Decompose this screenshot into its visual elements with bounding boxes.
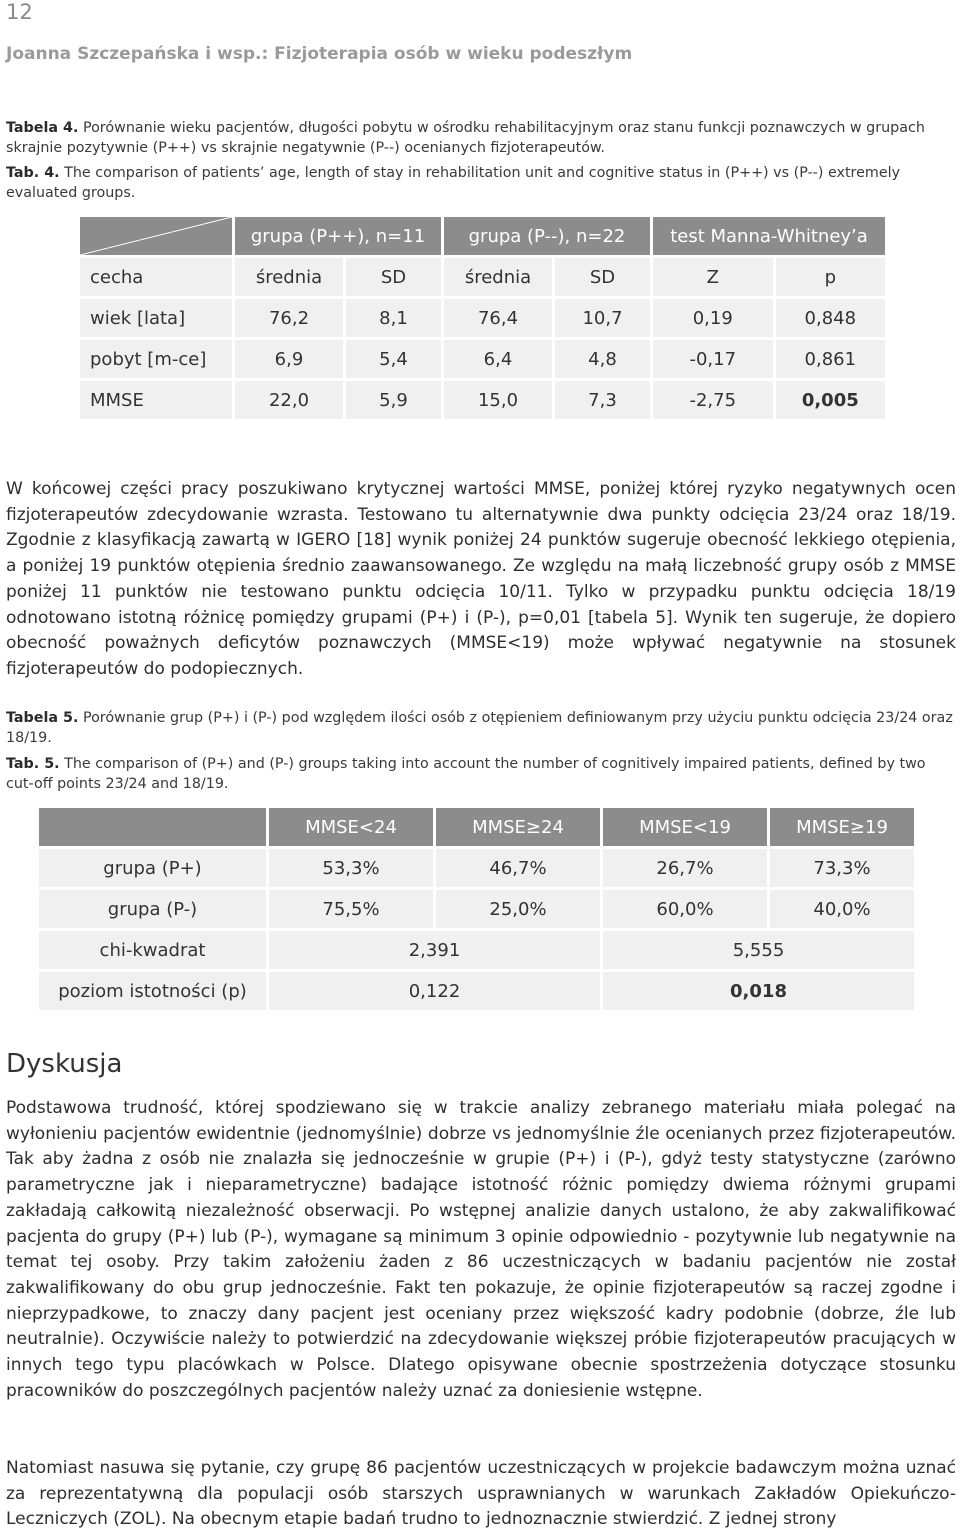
table4-cell: 0,861 — [776, 340, 885, 378]
table4-column-header: cecha — [80, 258, 232, 296]
table5-column-header: MMSE<24 — [269, 808, 433, 846]
table4-cell: 15,0 — [444, 381, 552, 419]
table5-column-header: MMSE≥19 — [770, 808, 914, 846]
table5-caption-pl — [6, 708, 956, 748]
table4-cell: -2,75 — [653, 381, 773, 419]
table4-column-header: p — [776, 258, 885, 296]
table5-cell: 75,5% — [269, 890, 433, 928]
table-row — [39, 849, 914, 887]
table4-cell: pobyt [m-ce] — [80, 340, 232, 378]
table5-cell: 40,0% — [770, 890, 914, 928]
table4-cell: 6,4 — [444, 340, 552, 378]
table5-cell: 46,7% — [436, 849, 600, 887]
table5-caption-en-label: Tab. 5. — [6, 756, 60, 772]
paragraph-discussion-continued: Natomiast nasuwa się pytanie, czy grupę 86 pacjentów uczestniczących w projekcie badawczym można uznać za reprezentatywną dla populacji osób starszych usprawnianych w warunkach Zakładów Opiekuńczo-Leczniczych (ZOL). Na obecnym etapie badań trudno to jednoznacznie stwierdzić. Z jednej strony — [6, 1458, 956, 1530]
table4-group-header: grupa (P--), n=22 — [444, 217, 650, 255]
table4-group-header-row — [80, 217, 885, 255]
table5-cell: 0,122 — [269, 972, 600, 1010]
paragraph-results: W końcowej części pracy poszukiwano krytycznej wartości MMSE, poniżej której ryzyko negatywnych ocen fizjoterapeutów zdecydowanie wzrasta. Testowano tu alternatywnie dwa punkty odcięcia 23/24 oraz 18/19. Zgodnie z klasyfikacją zawartą w IGERO [18] wynik poniżej 24 punktów sugeruje obecność lekkiego otępienia, a poniżej 19 punktów otępienia średnio zaawansowanego. Ze względu na małą liczebność grupy osób z MMSE poniżej 11 punktów nie testowano punktu odcięcia 10/11. Tylko w przypadku punktu odcięcia 18/19 odnotowano istotną różnicę pomiędzy grupami (P+) i (P-), p=0,01 [tabela 5]. Wynik ten sugeruje, że dopiero obecność poważnych deficytów poznawczych (MMSE<19) może wpływać negatywnie na stosunek fizjoterapeutów do podopiecznych. — [6, 479, 956, 679]
table4-group-header: grupa (P++), n=11 — [235, 217, 441, 255]
table5-caption-en — [6, 754, 956, 794]
page-number: 12 — [6, 0, 33, 24]
table4-column-header: Z — [653, 258, 773, 296]
table-row — [39, 972, 914, 1010]
table4-caption-pl — [6, 118, 956, 158]
table-row — [80, 340, 885, 378]
table4-cell: -0,17 — [653, 340, 773, 378]
table4-cell: 0,19 — [653, 299, 773, 337]
table-row — [80, 299, 885, 337]
table5-row-label: grupa (P+) — [39, 849, 266, 887]
table4-cell: 6,9 — [235, 340, 343, 378]
table4-cell: 76,2 — [235, 299, 343, 337]
table4-caption-pl-text: Porównanie wieku pacjentów, długości pobytu w ośrodku rehabilitacyjnym oraz stanu funkcji poznawczych w grupach skrajnie pozytywnie (P++) vs skrajnie negatywnie (P--) ocenianych fizjoterapeutów. — [6, 120, 925, 156]
section-heading: Dyskusja — [6, 1049, 123, 1079]
table4-corner-cell — [80, 217, 232, 255]
table4 — [77, 214, 888, 422]
table5-caption-pl-label: Tabela 5. — [6, 710, 79, 726]
table4-cell: MMSE — [80, 381, 232, 419]
table5-cell: 60,0% — [603, 890, 767, 928]
table5-row-label: poziom istotności (p) — [39, 972, 266, 1010]
table5-cell: 5,555 — [603, 931, 914, 969]
table4-column-header-row — [80, 258, 885, 296]
diagonal-line-icon — [80, 217, 232, 255]
table5-cell: 73,3% — [770, 849, 914, 887]
table4-cell: 5,4 — [346, 340, 441, 378]
table-row — [39, 931, 914, 969]
table5-row-label: chi-kwadrat — [39, 931, 266, 969]
table4-cell: 10,7 — [555, 299, 650, 337]
table4-cell: 5,9 — [346, 381, 441, 419]
table4-column-header: SD — [346, 258, 441, 296]
running-header: Joanna Szczepańska i wsp.: Fizjoterapia osób w wieku podeszłym — [6, 44, 633, 64]
table4-column-header: średnia — [444, 258, 552, 296]
table5-header-row — [39, 808, 914, 846]
table5-cell: 26,7% — [603, 849, 767, 887]
table4-cell: 76,4 — [444, 299, 552, 337]
table5-caption-pl-text: Porównanie grup (P+) i (P-) pod względem ilości osób z otępieniem definiowanym przy użyciu punktu odcięcia 23/24 oraz 18/19. — [6, 710, 953, 746]
table4-caption-pl-label: Tabela 4. — [6, 120, 79, 136]
table4-cell: wiek [lata] — [80, 299, 232, 337]
table-row — [80, 381, 885, 419]
table-row — [39, 890, 914, 928]
table5-cell: 2,391 — [269, 931, 600, 969]
paragraph-discussion: Podstawowa trudność, której spodziewano się w trakcie analizy zebranego materiału miała polegać na wyłonieniu pacjentów ewidentnie (jednomyślnie) dobrze vs jednomyślnie źle ocenianych przez fizjoterapeutów. Tak aby żadna z osób nie znalazła się jednocześnie w grupie (P+) i (P-), gdyż testy statystyczne (zarówno parametryczne jak i nieparametryczne) badające istotność różnic pomiędzy dwiema różnymi grupami zakładają całkowitą niezależność obserwacji. Po wstępnej analizie danych ustalono, że aby zakwalifikować pacjenta do grupy (P+) lub (P-), wymagane są minimum 3 opinie odpowiednio - pozytywnie lub negatywnie na temat tej osoby. Przy takim założeniu żaden z 86 uczestniczących w badaniu pacjentów nie został zakwalifikowany do obu grup jednocześnie. Fakt ten pokazuje, że opinie fizjoterapeutów są raczej zgodne i nieprzypadkowe, to znaczy dany pacjent jest oceniany przez większość kadry podobnie (dobrze, źle lub neutralnie). Oczywiście należy to potwierdzić na zdecydowanie większej próbie fizjoterapeutów pracujących w innych tego typu placówkach w Polsce. Dlatego opisywane obecnie spostrzeżenia dotyczące stosunku pracowników do poszczególnych pacjentów należy uznać za doniesienie wstępne. — [6, 1098, 956, 1401]
table5-column-header: MMSE<19 — [603, 808, 767, 846]
table5-caption-en-text: The comparison of (P+) and (P-) groups taking into account the number of cognitively impaired patients, defined by two cut-off points 23/24 and 18/19. — [6, 756, 926, 792]
table5-column-header: MMSE≥24 — [436, 808, 600, 846]
table4-cell-significant: 0,005 — [776, 381, 885, 419]
table4-cell: 0,848 — [776, 299, 885, 337]
table4-cell: 8,1 — [346, 299, 441, 337]
table4-column-header: SD — [555, 258, 650, 296]
table4-cell: 22,0 — [235, 381, 343, 419]
table4-caption-en — [6, 163, 956, 203]
table4-column-header: średnia — [235, 258, 343, 296]
table5-cell: 25,0% — [436, 890, 600, 928]
table5-corner-cell — [39, 808, 266, 846]
table5-cell: 53,3% — [269, 849, 433, 887]
table4-cell: 4,8 — [555, 340, 650, 378]
table5 — [36, 805, 917, 1013]
table4-caption-en-text: The comparison of patients’ age, length of stay in rehabilitation unit and cognitive status in (P++) vs (P--) extremely evaluated groups. — [6, 165, 901, 201]
table5-row-label: grupa (P-) — [39, 890, 266, 928]
table5-cell-significant: 0,018 — [603, 972, 914, 1010]
table4-group-header: test Manna-Whitney’a — [653, 217, 885, 255]
table4-caption-en-label: Tab. 4. — [6, 165, 60, 181]
table4-cell: 7,3 — [555, 381, 650, 419]
